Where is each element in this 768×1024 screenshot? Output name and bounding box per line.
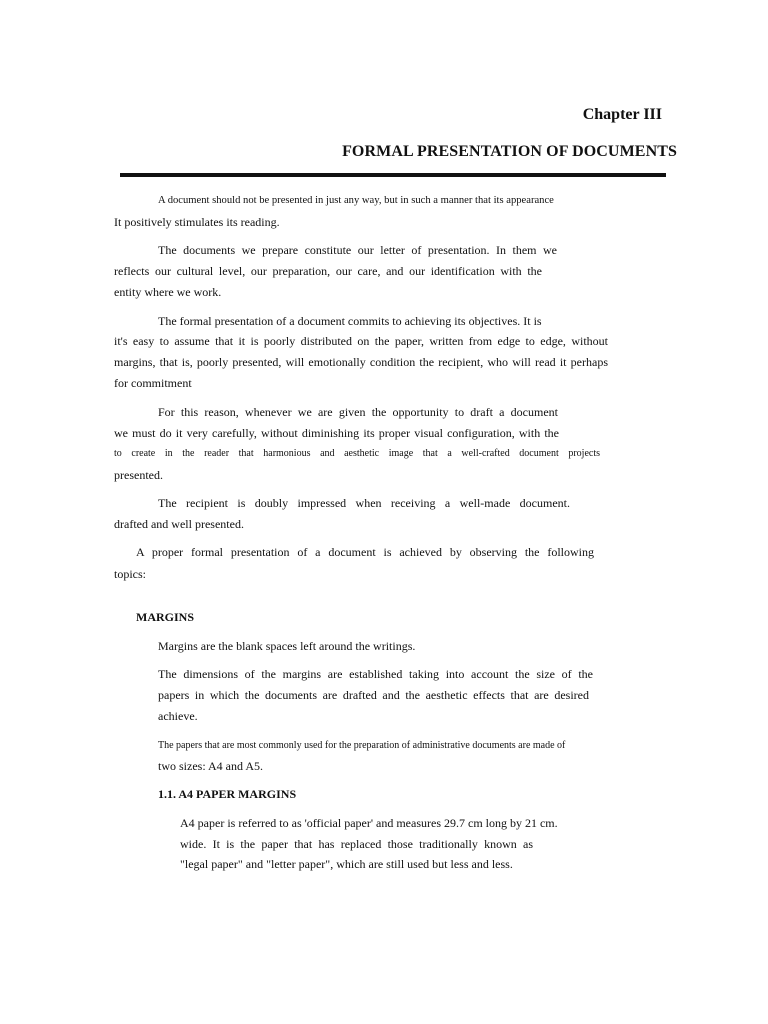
- paragraph-2-line-3: entity where we work.: [114, 285, 222, 299]
- paragraph-4-line-4: presented.: [114, 468, 163, 482]
- margins-paragraph-2-line-2: papers in which the documents are drafted and the aesthetic effects that are desired: [158, 688, 589, 702]
- paragraph-3-line-3: margins, that is, poorly presented, will emotionally condition the recipient, who will read it perhaps: [114, 355, 608, 369]
- paragraph-6-line-2: topics:: [114, 567, 146, 581]
- paragraph-1-line-1: A document should not be presented in just any way, but in such a manner that its appearance: [158, 195, 554, 206]
- a4-paragraph-line-3: "legal paper" and "letter paper", which are still used but less and less.: [180, 857, 513, 871]
- margins-paragraph-1: Margins are the blank spaces left around the writings.: [158, 639, 416, 653]
- margins-paragraph-2-line-1: The dimensions of the margins are established taking into account the size of the: [158, 667, 593, 681]
- a4-paragraph-line-1: A4 paper is referred to as 'official paper' and measures 29.7 cm long by 21 cm.: [180, 816, 558, 830]
- paragraph-4-line-1: For this reason, whenever we are given the opportunity to draft a document: [158, 405, 558, 419]
- margins-paragraph-2-line-3: achieve.: [158, 709, 198, 723]
- paragraph-2-line-2: reflects our cultural level, our preparation, our care, and our identification with the: [114, 264, 542, 278]
- paragraph-5-line-2: drafted and well presented.: [114, 517, 244, 531]
- a4-paragraph-line-2: wide. It is the paper that has replaced those traditionally known as: [180, 837, 533, 851]
- title-divider: [120, 173, 666, 177]
- paragraph-1-line-2: It positively stimulates its reading.: [114, 215, 280, 229]
- margins-paragraph-3-line-1: The papers that are most commonly used for the preparation of administrative documents are made of: [158, 740, 566, 751]
- paragraph-5-line-1: The recipient is doubly impressed when receiving a well-made document.: [158, 496, 570, 510]
- paragraph-3-line-4: for commitment: [114, 376, 192, 390]
- paragraph-4-line-2: we must do it very carefully, without diminishing its proper visual configuration, with the: [114, 426, 559, 440]
- paragraph-3-line-1: The formal presentation of a document commits to achieving its objectives. It is: [158, 314, 542, 328]
- margins-heading: MARGINS: [136, 610, 195, 624]
- document-title: FORMAL PRESENTATION OF DOCUMENTS: [342, 143, 677, 160]
- a4-margins-heading: 1.1. A4 PAPER MARGINS: [158, 787, 297, 801]
- paragraph-2-line-1: The documents we prepare constitute our letter of presentation. In them we: [158, 243, 557, 257]
- paragraph-3-line-2: it's easy to assume that it is poorly distributed on the paper, written from edge to edge, without: [114, 334, 608, 348]
- paragraph-6-line-1: A proper formal presentation of a document is achieved by observing the following: [136, 545, 594, 559]
- margins-paragraph-3-line-2: two sizes: A4 and A5.: [158, 759, 263, 773]
- chapter-label: Chapter III: [582, 106, 662, 123]
- paragraph-4-line-3: to create in the reader that harmonious and aesthetic image that a well-crafted document projects: [114, 448, 600, 459]
